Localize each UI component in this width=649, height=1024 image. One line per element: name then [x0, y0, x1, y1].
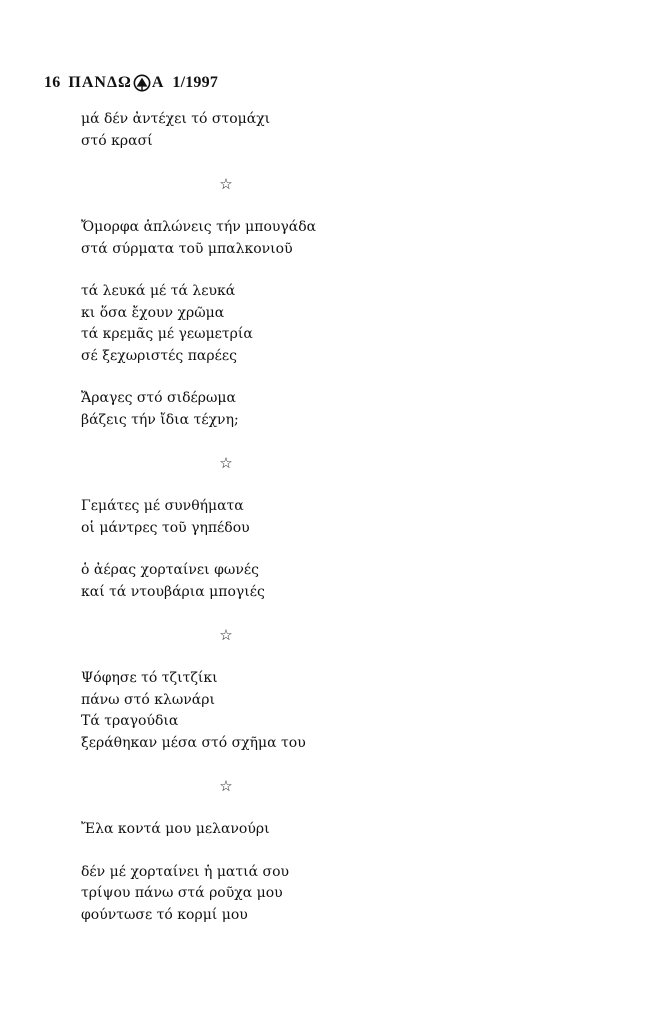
page-number: 16 [44, 74, 61, 91]
stanza [81, 668, 601, 754]
stanza [81, 109, 601, 152]
verse-line: τά κρεμᾶς μέ γεωμετρία [81, 326, 253, 342]
verse-line: οἱ μάντρες τοῦ γηπέδου [81, 519, 250, 536]
stanza [81, 281, 601, 367]
star-separator-icon: ☆ [219, 626, 233, 644]
poem-section [81, 109, 601, 152]
magazine-title-part1: ΠΑΝΔΩ [68, 74, 132, 91]
verse-line: κι ὅσα ἔχουν χρῶμα [81, 304, 225, 321]
verse-line: ὁ ἀέρας χορταίνει φωνές [81, 562, 259, 578]
verse-line: Ἄραγες στό σιδέρωμα [81, 390, 236, 406]
verse-line: μά δέν ἀντέχει τό στομάχι [81, 111, 271, 127]
verse-line: τρίψου πάνω στά ροῦχα μου [81, 885, 283, 901]
star-separator-icon: ☆ [219, 175, 233, 193]
issue-number: 1/1997 [172, 74, 219, 91]
verse-line: στό κρασί [81, 132, 153, 149]
verse-line: Γεμάτες μέ συνθήματα [81, 498, 244, 514]
verse-line: Ὄμορφα ἁπλώνεις τήν μπουγάδα [81, 219, 317, 235]
verse-line: ξεράθηκαν μέσα στό σχῆμα του [81, 734, 306, 751]
verse-line: πάνω στό κλωνάρι [81, 691, 215, 708]
stanza [81, 496, 601, 539]
poem-section [81, 819, 601, 926]
poem-body [81, 109, 601, 926]
verse-line: καί τά ντουβάρια μπογιές [81, 583, 265, 600]
poem-section [81, 217, 601, 431]
pandora-logo-icon [133, 74, 151, 92]
page-header [44, 72, 218, 94]
magazine-title [68, 74, 164, 92]
verse-line: σέ ξεχωριστές παρέες [81, 347, 237, 364]
magazine-title-part2: Α [151, 74, 165, 91]
verse-line: Τά τραγούδια [81, 713, 179, 729]
stanza [81, 819, 601, 841]
poem-section [81, 668, 601, 754]
stanza [81, 217, 601, 260]
verse-line: Ἔλα κοντά μου μελανούρι [81, 821, 270, 837]
poem-section [81, 496, 601, 603]
verse-line: βάζεις τήν ἴδια τέχνη; [81, 411, 239, 428]
star-separator-icon: ☆ [219, 454, 233, 472]
stanza [81, 560, 601, 603]
verse-line: δέν μέ χορταίνει ἡ ματιά σου [81, 863, 290, 880]
verse-line: Ψόφησε τό τζιτζίκι [81, 670, 218, 686]
stanza [81, 388, 601, 431]
verse-line: τά λευκά μέ τά λευκά [81, 283, 236, 299]
verse-line: φούντωσε τό κορμί μου [81, 906, 248, 923]
verse-line: στά σύρματα τοῦ μπαλκονιοῦ [81, 240, 293, 257]
star-separator-icon: ☆ [219, 777, 233, 795]
stanza [81, 862, 601, 927]
